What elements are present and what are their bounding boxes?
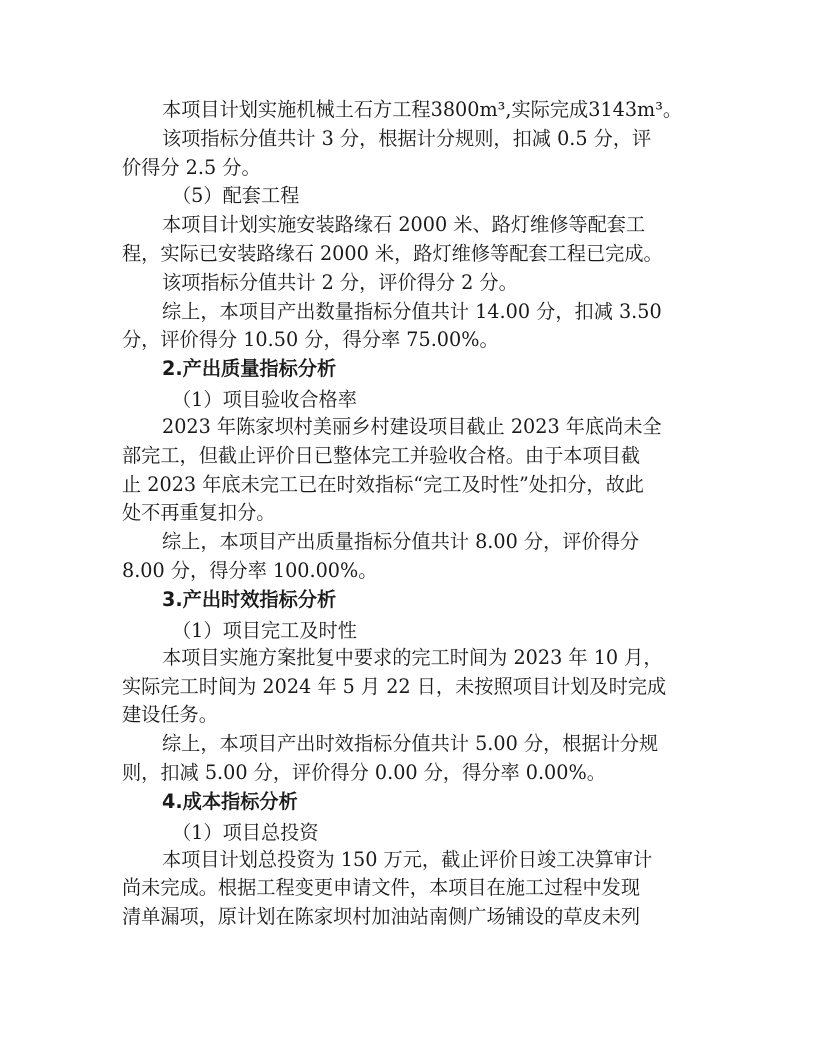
paragraph-line: 程，实际已安装路缘石 2000 米，路灯维修等配套工程已完成。 (122, 242, 663, 265)
section-heading: 2.产出质量指标分析 (162, 357, 337, 380)
paragraph-line: 建设任务。 (122, 703, 218, 726)
paragraph-line: 8.00 分，得分率 100.00%。 (122, 559, 378, 582)
section-subheading: （1）项目完工及时性 (172, 619, 357, 642)
section-heading: 4.成本指标分析 (162, 790, 298, 813)
paragraph-line: 价得分 2.5 分。 (122, 156, 261, 179)
section-subheading: （1）项目验收合格率 (172, 388, 357, 411)
section-subheading: （1）项目总投资 (172, 821, 319, 844)
paragraph-line: 清单漏项，原计划在陈家坝村加油站南侧广场铺设的草皮未列 (122, 905, 641, 928)
paragraph-line: 综上，本项目产出质量指标分值共计 8.00 分，评价得分 (162, 530, 640, 553)
paragraph-line: 则，扣减 5.00 分，评价得分 0.00 分，得分率 0.00%。 (122, 761, 606, 784)
paragraph-line: 分，评价得分 10.50 分，得分率 75.00%。 (122, 328, 499, 351)
paragraph-line: 综上，本项目产出时效指标分值共计 5.00 分，根据计分规 (162, 732, 659, 755)
paragraph-line: 综上，本项目产出数量指标分值共计 14.00 分，扣减 3.50 (162, 300, 662, 323)
paragraph-line: 本项目计划总投资为 150 万元，截止评价日竣工决算审计 (162, 848, 653, 871)
paragraph-line: 部完工，但截止评价日已整体完工并验收合格。由于本项目截 (122, 444, 641, 467)
paragraph-line: 止 2023 年底未完工已在时效指标“完工及时性”处扣分，故此 (122, 473, 644, 496)
paragraph-line: 实际完工时间为 2024 年 5 月 22 日，未按照项目计划及时完成 (122, 675, 667, 698)
section-subheading: （5）配套工程 (172, 184, 300, 207)
section-heading: 3.产出时效指标分析 (162, 588, 337, 611)
paragraph-line: 本项目计划实施安装路缘石 2000 米、路灯维修等配套工 (162, 213, 646, 236)
paragraph-line: 本项目实施方案批复中要求的完工时间为 2023 年 10 月， (162, 646, 663, 669)
paragraph-line: 2023 年陈家坝村美丽乡村建设项目截止 2023 年底尚未全 (162, 415, 662, 438)
paragraph-line: 处不再重复扣分。 (122, 501, 276, 524)
paragraph-line: 该项指标分值共计 2 分，评价得分 2 分。 (162, 271, 518, 294)
paragraph-line: 本项目计划实施机械土石方工程3800m³,实际完成3143m³。 (162, 98, 683, 121)
paragraph-line: 尚未完成。根据工程变更申请文件，本项目在施工过程中发现 (122, 876, 641, 899)
paragraph-line: 该项指标分值共计 3 分，根据计分规则，扣减 0.5 分，评 (162, 127, 652, 150)
